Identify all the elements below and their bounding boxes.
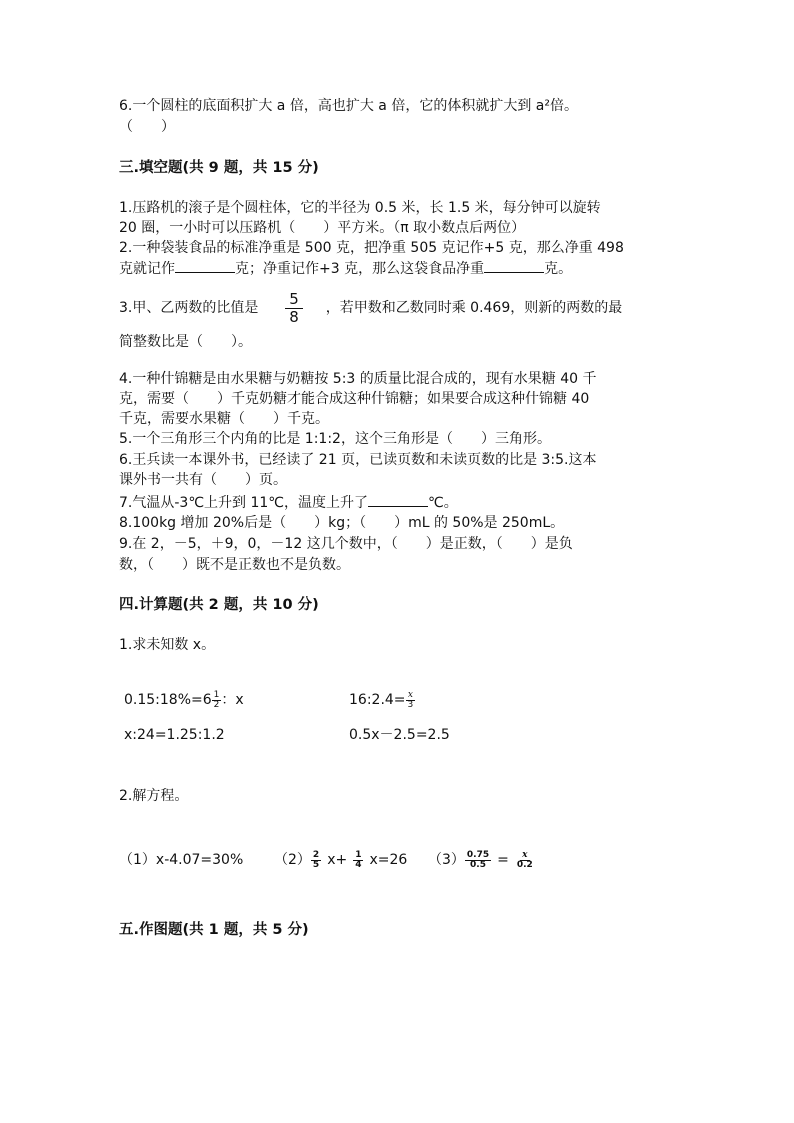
s3-q4-line-2: 克，需要（ ）千克奶糖才能合成这种什锦糖；如果要合成这种什锦糖 40 bbox=[119, 391, 590, 407]
section-4-title: 四.计算题(共 2 题，共 10 分) bbox=[119, 597, 319, 613]
equation-3: x:24=1.25:1.2 bbox=[124, 727, 225, 743]
s3-q6-line-2: 课外书一共有（ ）页。 bbox=[119, 472, 287, 488]
s4-q2-title: 2.解方程。 bbox=[119, 788, 189, 804]
s3-q7-text-a: 7.气温从-3℃上升到 11℃，温度上升了 bbox=[119, 495, 369, 511]
answer-blank[interactable] bbox=[484, 258, 544, 273]
s3-q2-text-c: 克。 bbox=[544, 261, 573, 277]
section-5-title: 五.作图题(共 1 题，共 5 分) bbox=[119, 922, 309, 938]
s3-q1-line-2: 20 圈，一小时可以压路机（ ）平方米。（π 取小数点后两位） bbox=[119, 220, 526, 236]
equation-p3: （3） $\frac{0.75}{0.5}$ = $\frac{x}{0.2}$ bbox=[428, 849, 533, 870]
section-3-title: 三.填空题(共 9 题，共 15 分) bbox=[119, 160, 319, 176]
fraction-x-over-3: $\frac{x}{3}$ bbox=[407, 689, 414, 710]
s3-q7-text-b: ℃。 bbox=[428, 495, 458, 511]
answer-blank[interactable] bbox=[368, 492, 428, 507]
fraction-one-quarter: $\frac{1}{4}$ bbox=[355, 849, 362, 870]
s3-q3-line-1 bbox=[119, 290, 622, 326]
s3-q7 bbox=[119, 492, 458, 513]
fraction-two-fifths: $\frac{2}{5}$ bbox=[312, 849, 320, 870]
s3-q2-line-2 bbox=[119, 258, 572, 279]
equation-p1: （1）x-4.07=30% bbox=[119, 852, 244, 868]
equation-4: 0.5x－2.5=2.5 bbox=[349, 727, 450, 743]
s3-q6-line-1: 6.王兵读一本课外书，已经读了 21 页，已读页数和未读页数的比是 3:5.这本 bbox=[119, 452, 597, 468]
s4-q1-title: 1.求未知数 x。 bbox=[119, 637, 216, 653]
s3-q4-line-3: 千克，需要水果糖（ ）千克。 bbox=[119, 411, 329, 427]
fraction-one-half: $\frac{1}{2}$ bbox=[213, 689, 220, 710]
equation-2: 16:2.4= $\frac{x}{3}$ bbox=[349, 689, 414, 710]
fraction-five-eighths: $\frac{5}{8}$ bbox=[285, 291, 303, 326]
s3-q2-line-1: 2.一种袋装食品的标准净重是 500 克，把净重 505 克记作+5 克，那么净重 498 bbox=[119, 240, 624, 256]
s3-q9-line-2: 数，（ ）既不是正数也不是负数。 bbox=[119, 557, 350, 573]
s3-q8: 8.100kg 增加 20%后是（ ）kg；（ ）mL 的 50%是 250mL。 bbox=[119, 515, 565, 531]
s3-q1-line-1: 1.压路机的滚子是个圆柱体，它的半径为 0.5 米，长 1.5 米，每分钟可以旋转 bbox=[119, 200, 601, 216]
fraction-075-over-05: $\frac{0.75}{0.5}$ bbox=[466, 849, 490, 870]
s3-q2-text-a: 克就记作 bbox=[119, 261, 175, 277]
question-6-line-1: 6.一个圆柱的底面积扩大 a 倍，高也扩大 a 倍，它的体积就扩大到 a²倍。 bbox=[119, 98, 578, 114]
equation-p2: （2） $\frac{2}{5}$ x+ $\frac{1}{4}$ x=26 bbox=[274, 849, 408, 870]
s3-q3-text-b: ，若甲数和乙数同时乘 0.469，则新的两数的最 bbox=[325, 300, 623, 316]
fraction-x-over-02: $\frac{x}{0.2}$ bbox=[516, 849, 533, 870]
question-6-line-2: （ ） bbox=[119, 119, 175, 135]
answer-blank[interactable] bbox=[175, 258, 235, 273]
s3-q3-line-2: 简整数比是（ ）。 bbox=[119, 334, 252, 350]
s3-q4-line-1: 4.一种什锦糖是由水果糖与奶糖按 5:3 的质量比混合成的，现有水果糖 40 千 bbox=[119, 371, 597, 387]
s3-q3-text-a: 3.甲、乙两数的比值是 bbox=[119, 300, 259, 316]
s3-q5: 5.一个三角形三个内角的比是 1:1:2，这个三角形是（ ）三角形。 bbox=[119, 431, 551, 447]
s3-q9-line-1: 9.在 2，－5，＋9，0，－12 这几个数中，（ ）是正数，（ ）是负 bbox=[119, 536, 573, 552]
equation-1: 0.15:18%=6 $\frac{1}{2}$ ：x bbox=[124, 689, 244, 710]
s3-q2-text-b: 克；净重记作+3 克，那么这袋食品净重 bbox=[235, 261, 485, 277]
